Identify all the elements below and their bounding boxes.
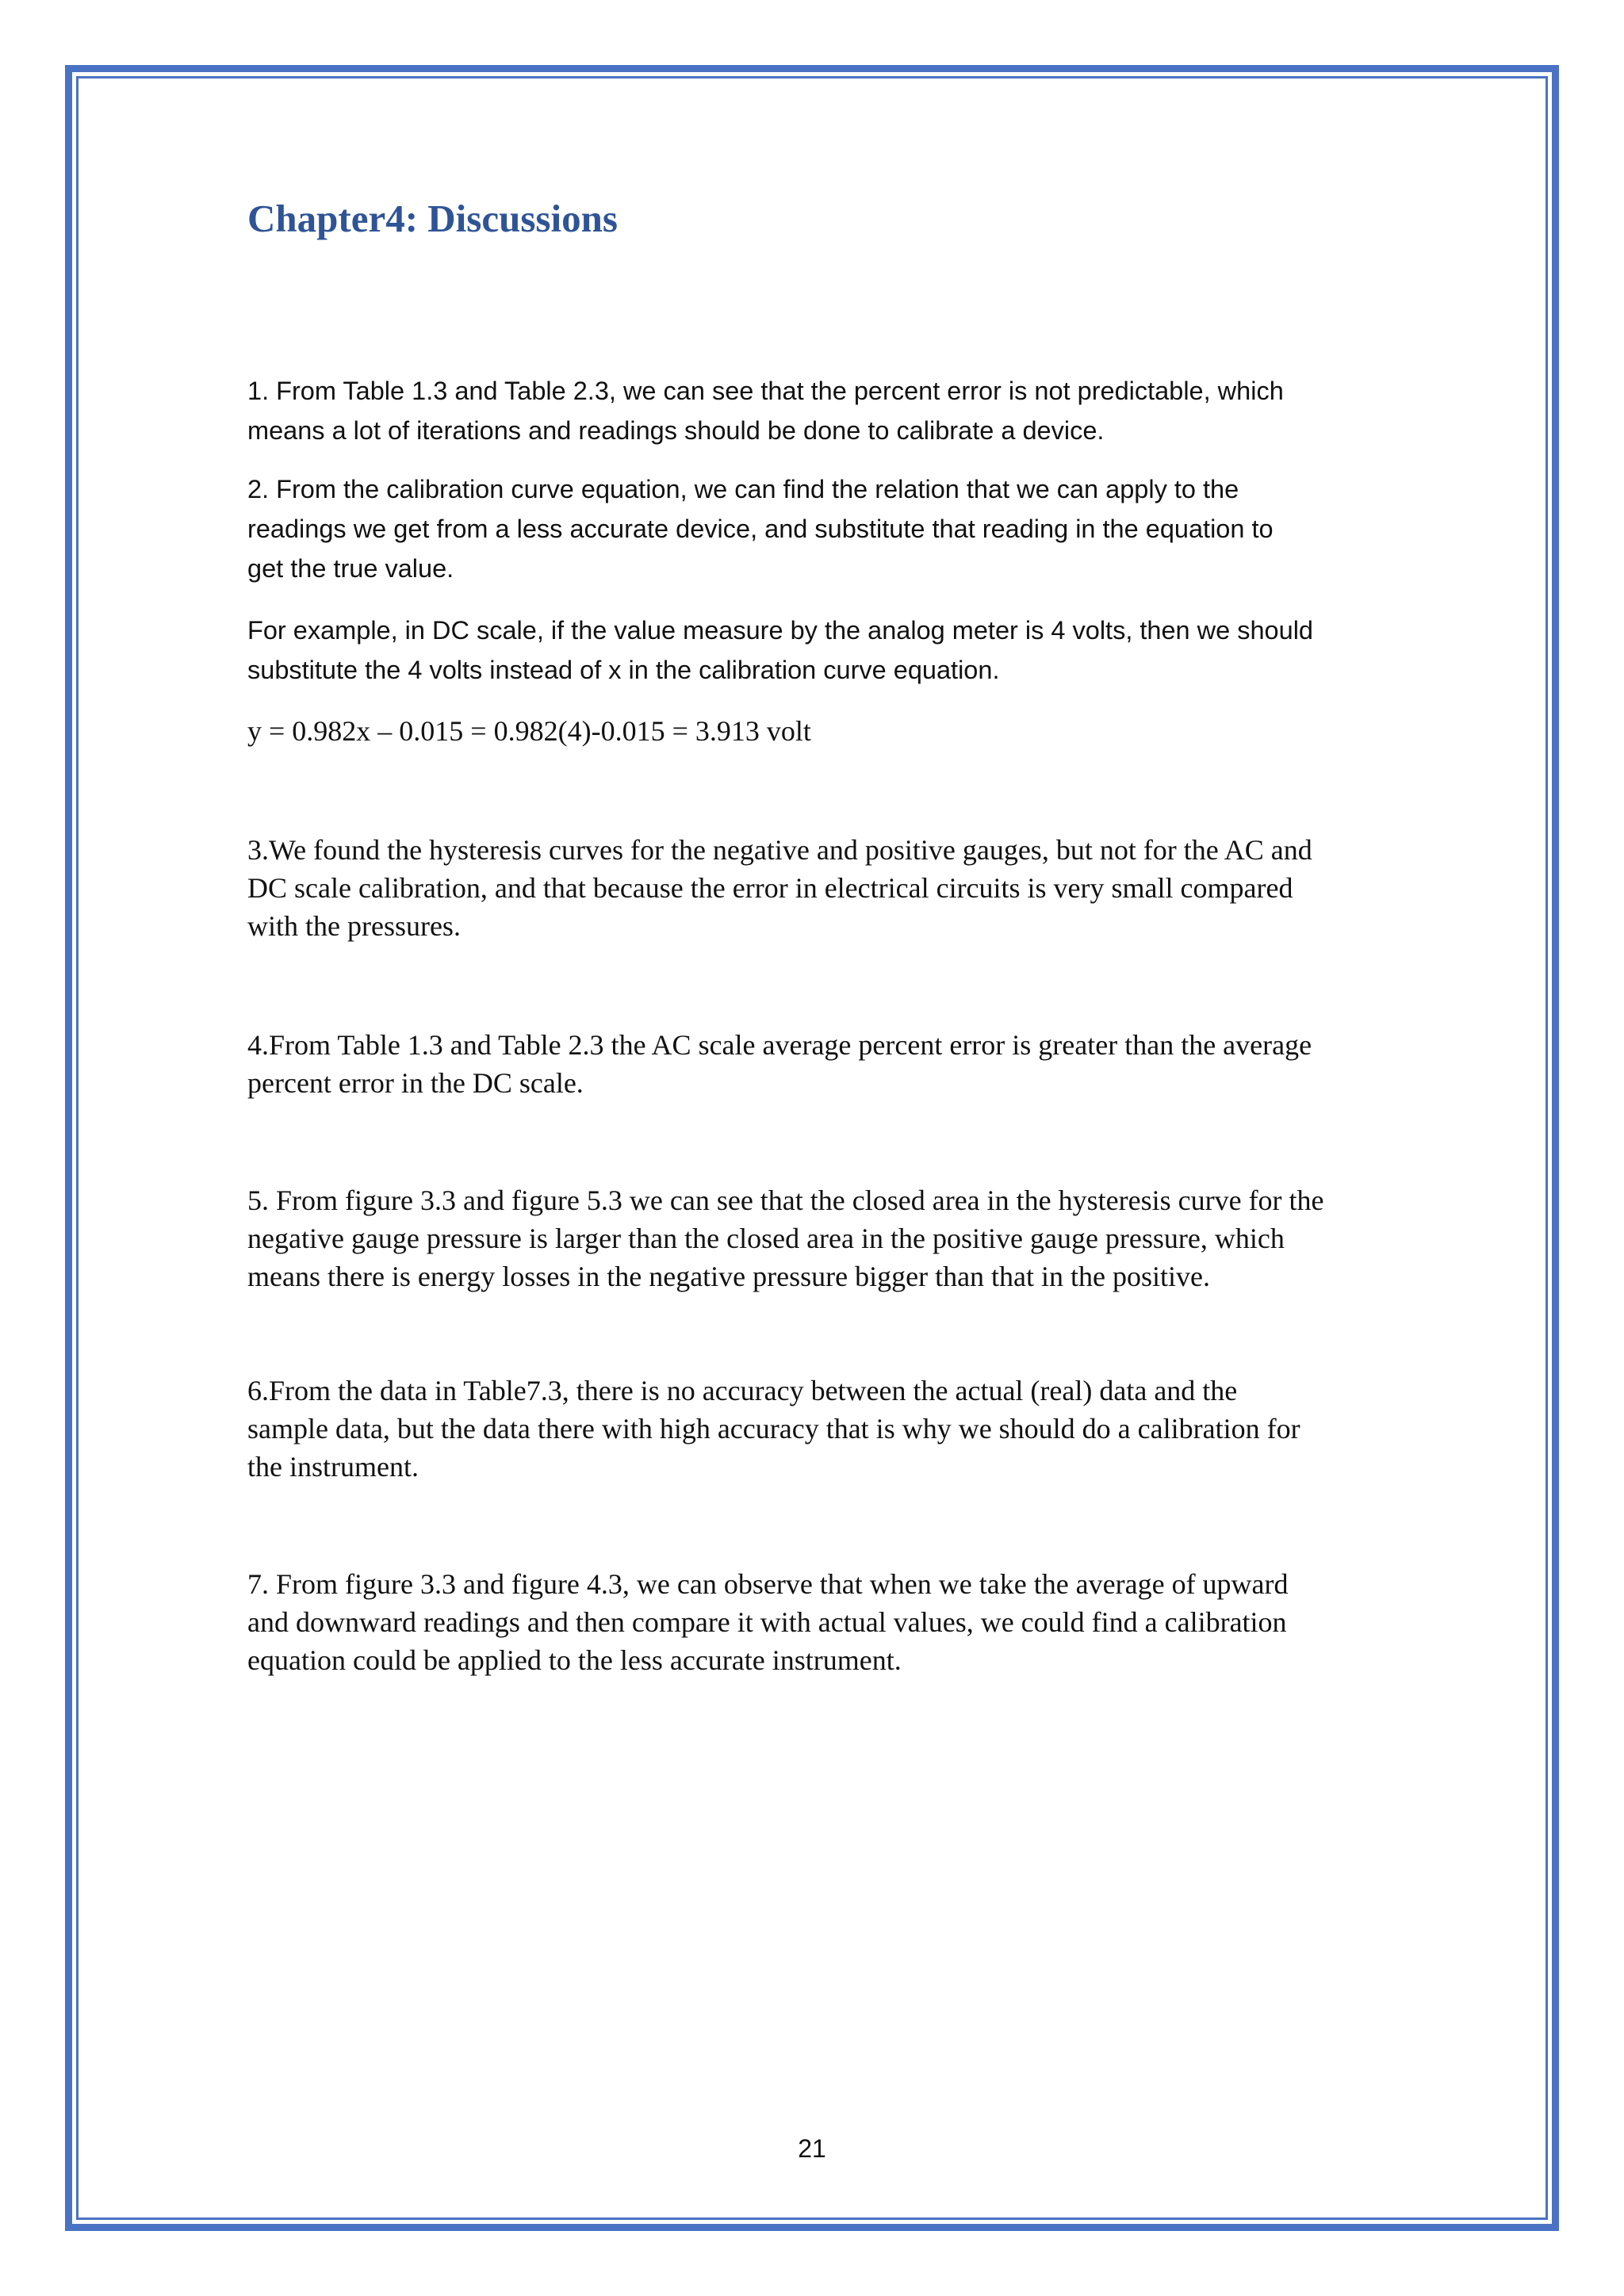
example-paragraph xyxy=(247,610,1405,690)
text-line: equation could be applied to the less accurate instrument. xyxy=(247,1644,902,1676)
text-line: 6.From the data in Table7.3, there is no accuracy between the actual (real) data and the xyxy=(247,1375,1238,1406)
text-line: negative gauge pressure is larger than the closed area in the positive gauge pressure, which xyxy=(247,1223,1285,1254)
text-line: and downward readings and then compare it with actual values, we could find a calibration xyxy=(247,1606,1287,1638)
discussion-point-1 xyxy=(247,371,1405,450)
text-line: DC scale calibration, and that because the error in electrical circuits is very small compared xyxy=(247,872,1293,904)
page-number: 21 xyxy=(798,2134,826,2163)
text-line: get the true value. xyxy=(247,554,454,583)
text-line: means a lot of iterations and readings should be done to calibrate a device. xyxy=(247,416,1105,445)
discussion-point-4 xyxy=(247,1026,1405,1102)
text-line: the instrument. xyxy=(247,1451,419,1483)
text-line: sample data, but the data there with high accuracy that is why we should do a calibration for xyxy=(247,1413,1300,1445)
text-line: For example, in DC scale, if the value measure by the analog meter is 4 volts, then we should xyxy=(247,616,1314,645)
text-line: 5. From figure 3.3 and figure 5.3 we can see that the closed area in the hysteresis curve for the xyxy=(247,1184,1324,1216)
text-line: substitute the 4 volts instead of x in the calibration curve equation. xyxy=(247,656,1000,684)
discussion-point-7 xyxy=(247,1565,1405,1679)
text-line: percent error in the DC scale. xyxy=(247,1067,584,1099)
text-line: with the pressures. xyxy=(247,910,461,942)
text-line: 4.From Table 1.3 and Table 2.3 the AC scale average percent error is greater than the average xyxy=(247,1029,1312,1061)
text-line: readings we get from a less accurate device, and substitute that reading in the equation to xyxy=(247,515,1274,543)
discussion-point-3 xyxy=(247,831,1405,945)
text-line: 1. From Table 1.3 and Table 2.3, we can see that the percent error is not predictable, which xyxy=(247,377,1284,405)
text-line: 2. From the calibration curve equation, we can find the relation that we can apply to the xyxy=(247,475,1239,503)
text-line: 7. From figure 3.3 and figure 4.3, we can observe that when we take the average of upward xyxy=(247,1568,1289,1600)
chapter-title: Chapter4: Discussions xyxy=(247,197,618,240)
equation-line: y = 0.982x – 0.015 = 0.982(4)-0.015 = 3.913 volt xyxy=(247,715,811,747)
text-line: 3.We found the hysteresis curves for the negative and positive gauges, but not for the AC and xyxy=(247,834,1312,866)
discussion-point-5 xyxy=(247,1181,1405,1295)
discussion-point-2 xyxy=(247,469,1405,588)
calibration-equation xyxy=(247,712,1405,750)
discussion-point-6 xyxy=(247,1372,1405,1486)
text-line: means there is energy losses in the negative pressure bigger than that in the positive. xyxy=(247,1261,1211,1292)
